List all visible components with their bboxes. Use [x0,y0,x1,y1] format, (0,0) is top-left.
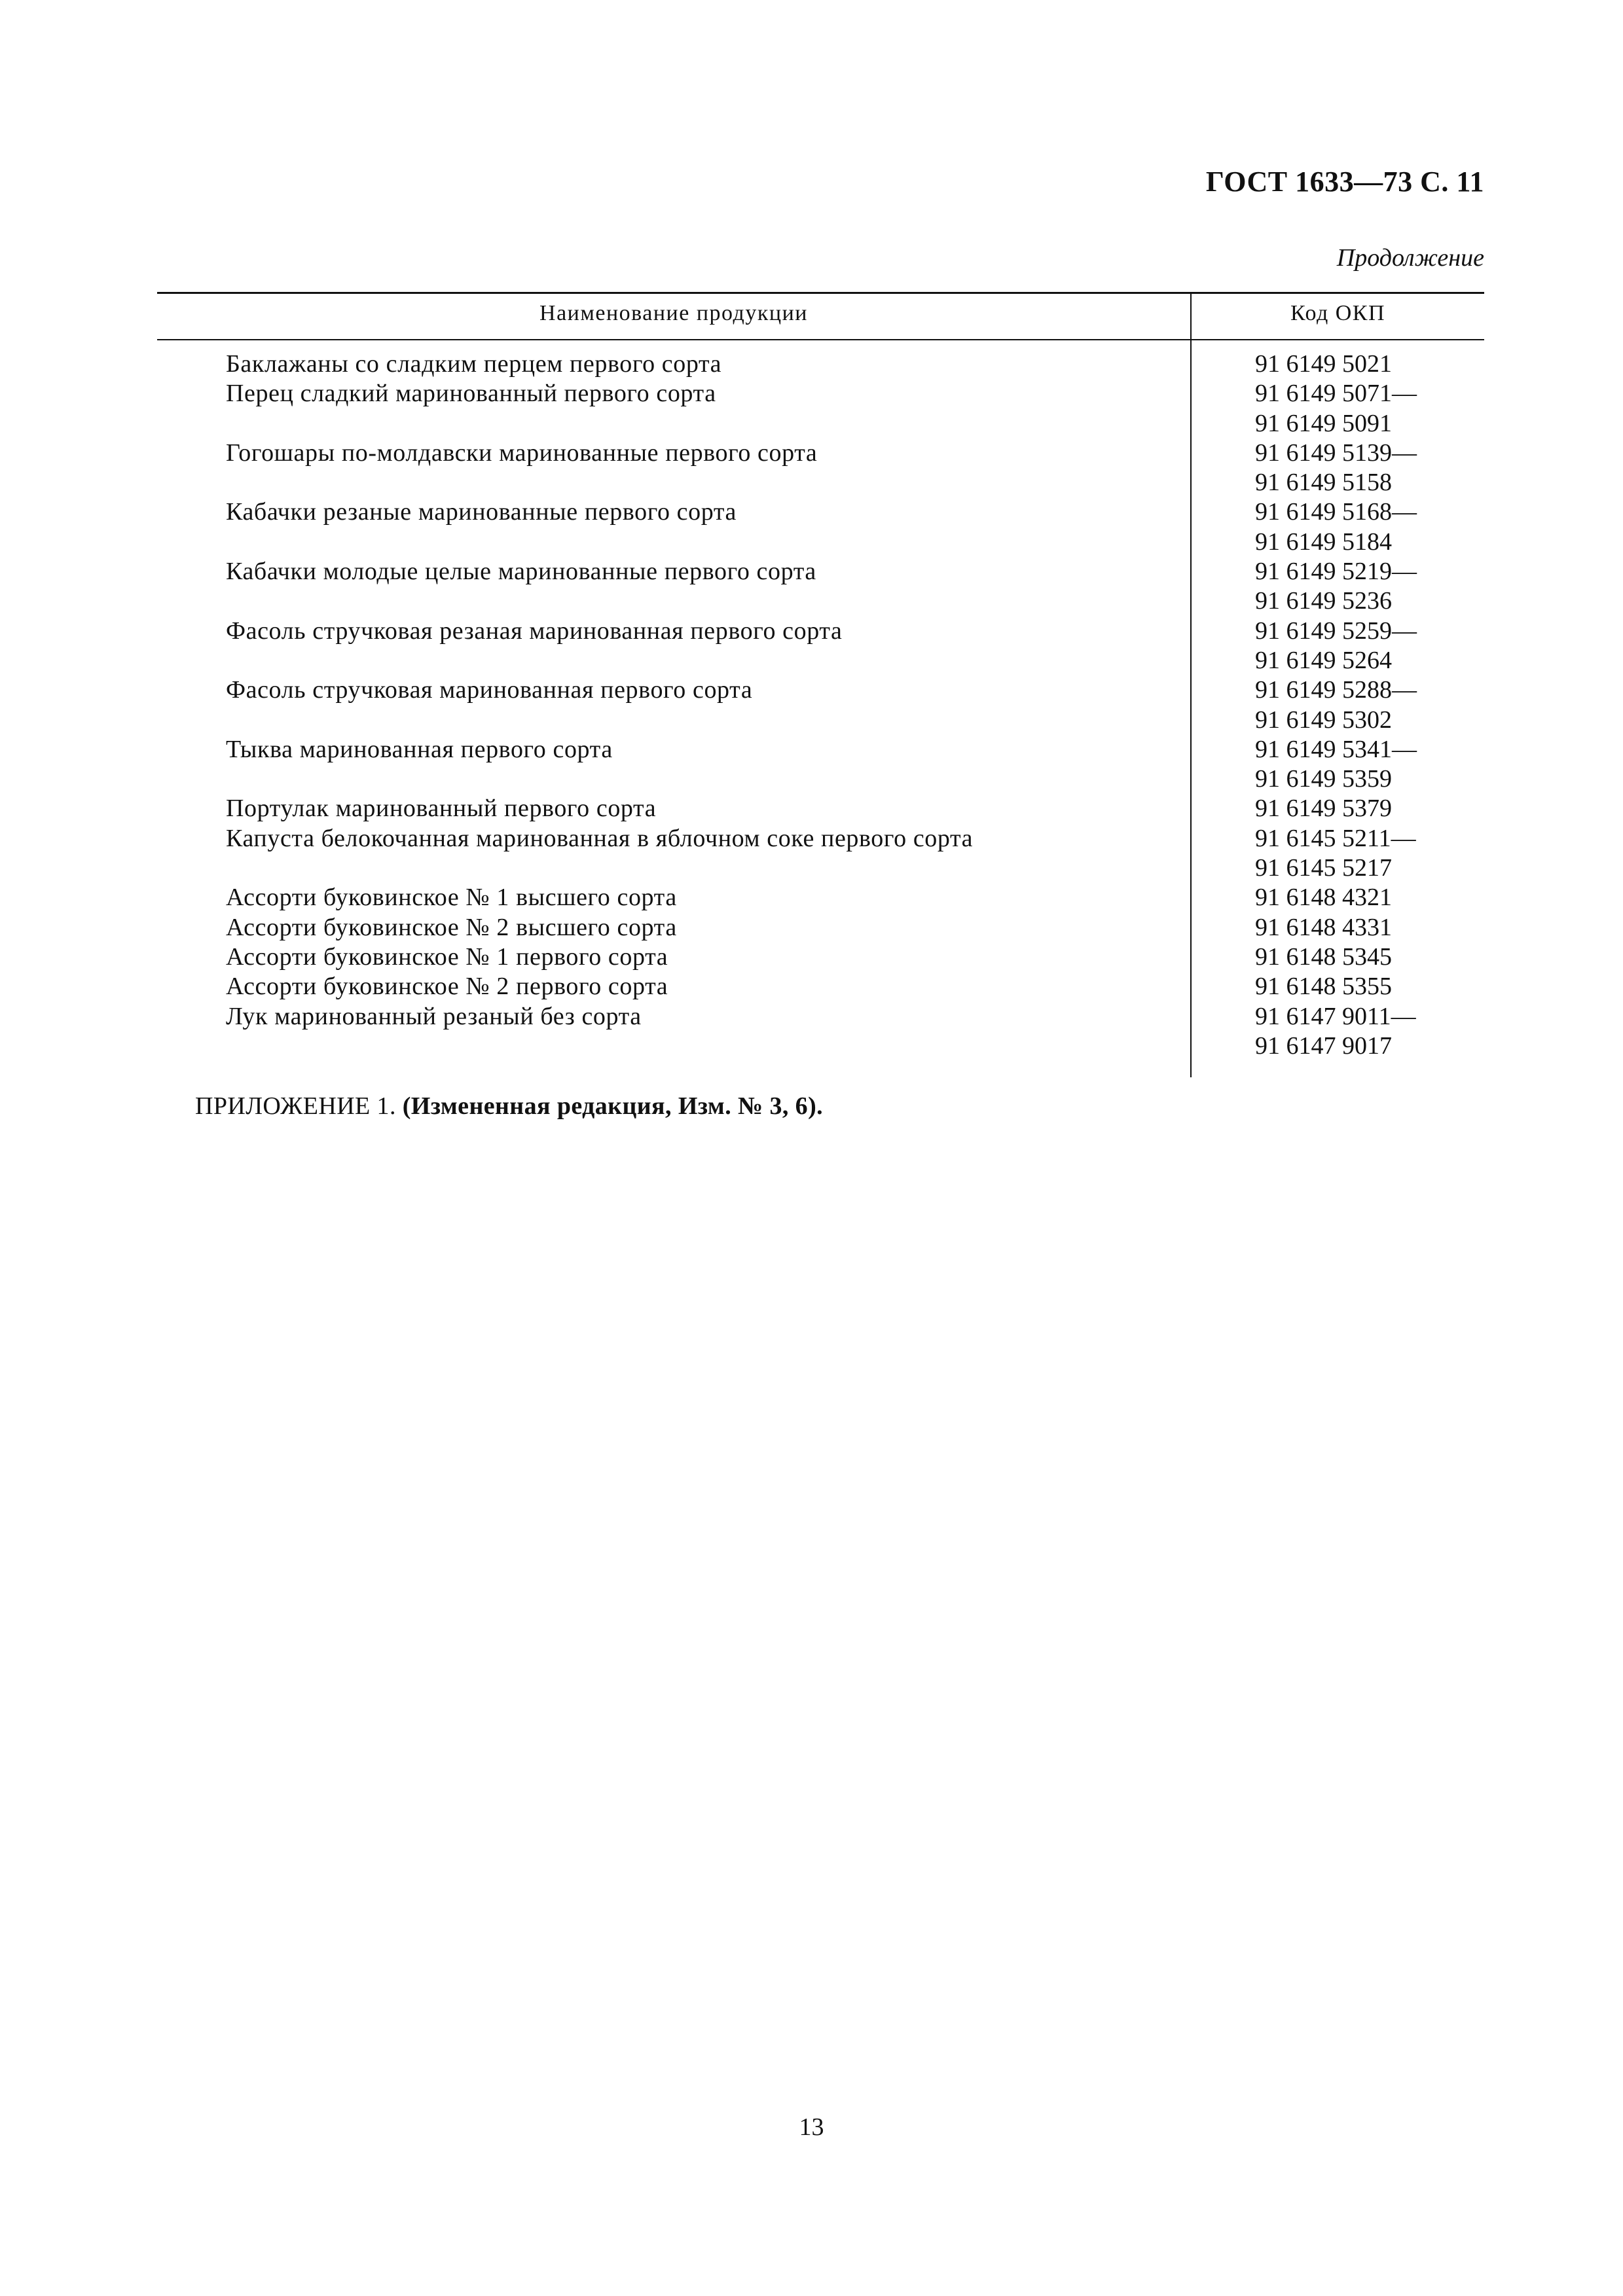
product-name: Перец сладкий маринованный первого сорта [226,380,716,408]
table-row [157,497,1484,557]
okp-code: 91 6149 5302 [1255,706,1392,734]
product-name: Фасоль стручковая резаная маринованная первого сорта [226,617,843,645]
okp-code: 91 6148 4331 [1255,913,1392,941]
okp-code-cell [1190,617,1484,676]
product-name: Портулак маринованный первого сорта [226,795,657,823]
okp-code: 91 6149 5379 [1255,795,1392,823]
okp-code: 91 6148 4321 [1255,884,1392,912]
table-row [157,1002,1484,1062]
product-name: Лук маринованный резаный без сорта [226,1002,642,1030]
product-name: Ассорти буковинское № 1 высшего сорта [226,884,677,912]
table-top-rule [157,292,1484,294]
okp-code-cell [1190,439,1484,498]
okp-code-cell [1190,735,1484,795]
okp-code: 91 6149 5219— [1255,558,1417,586]
okp-code-cell [1190,379,1484,439]
okp-code: 91 6149 5184 [1255,528,1392,556]
okp-code: 91 6149 5071— [1255,380,1417,408]
table-body [157,350,1484,1061]
table-header-rule [157,339,1484,340]
okp-code-cell [1190,557,1484,617]
okp-code: 91 6147 9011— [1255,1002,1416,1030]
table-row [157,794,1484,823]
table-row [157,439,1484,498]
table-row [157,972,1484,1001]
okp-code: 91 6147 9017 [1255,1031,1392,1060]
okp-code-cell [1190,350,1484,379]
okp-code: 91 6149 5259— [1255,617,1417,645]
table-row [157,350,1484,379]
okp-code: 91 6145 5217 [1255,854,1392,882]
okp-code-cell [1190,794,1484,823]
okp-code-cell [1190,675,1484,735]
okp-code-cell [1190,972,1484,1001]
okp-code: 91 6149 5168— [1255,498,1417,526]
table-row [157,913,1484,942]
product-name: Капуста белокочанная маринованная в яблочном соке первого сорта [226,824,974,852]
okp-code: 91 6148 5345 [1255,942,1392,971]
okp-code-cell [1190,824,1484,884]
okp-code: 91 6148 5355 [1255,973,1392,1001]
table-row [157,675,1484,735]
okp-code-cell [1190,883,1484,912]
column-header-product-name: Наименование продукции [539,301,808,325]
okp-code: 91 6149 5021 [1255,350,1392,378]
table-row [157,883,1484,912]
table-row [157,942,1484,972]
product-name: Фасоль стручковая маринованная первого сорта [226,676,753,704]
okp-code-cell [1190,497,1484,557]
product-name: Ассорти буковинское № 2 первого сорта [226,973,668,1001]
okp-code: 91 6149 5359 [1255,765,1392,793]
product-name: Кабачки молодые целые маринованные первого сорта [226,558,816,586]
product-name: Ассорти буковинское № 1 первого сорта [226,942,668,971]
product-name: Тыква маринованная первого сорта [226,735,613,763]
table-row [157,557,1484,617]
product-name: Кабачки резаные маринованные первого сорта [226,498,737,526]
okp-code: 91 6149 5264 [1255,646,1392,674]
table-row [157,824,1484,884]
product-name: Ассорти буковинское № 2 высшего сорта [226,913,677,941]
table-row [157,735,1484,795]
table-row [157,617,1484,676]
appendix-note [195,1092,823,1121]
appendix-revision-note: (Измененная редакция, Изм. № 3, 6). [402,1092,824,1120]
okp-code: 91 6149 5288— [1255,676,1417,704]
page-number: 13 [799,2113,824,2141]
product-name: Баклажаны со сладким перцем первого сорта [226,350,722,378]
okp-code: 91 6149 5158 [1255,469,1392,497]
continuation-label: Продолжение [1336,244,1484,272]
document-header-title: ГОСТ 1633—73 С. 11 [1205,166,1484,198]
table-row [157,379,1484,439]
okp-code: 91 6145 5211— [1255,824,1416,852]
okp-code: 91 6149 5236 [1255,587,1392,615]
okp-code-cell [1190,1002,1484,1062]
okp-code: 91 6149 5139— [1255,439,1417,467]
okp-code-cell [1190,913,1484,942]
okp-code: 91 6149 5341— [1255,735,1417,763]
appendix-label: ПРИЛОЖЕНИЕ 1. [195,1092,403,1120]
okp-code: 91 6149 5091 [1255,409,1392,437]
column-header-okp-code: Код ОКП [1290,301,1386,325]
okp-code-cell [1190,942,1484,972]
product-name: Гогошары по-молдавски маринованные первого сорта [226,439,818,467]
